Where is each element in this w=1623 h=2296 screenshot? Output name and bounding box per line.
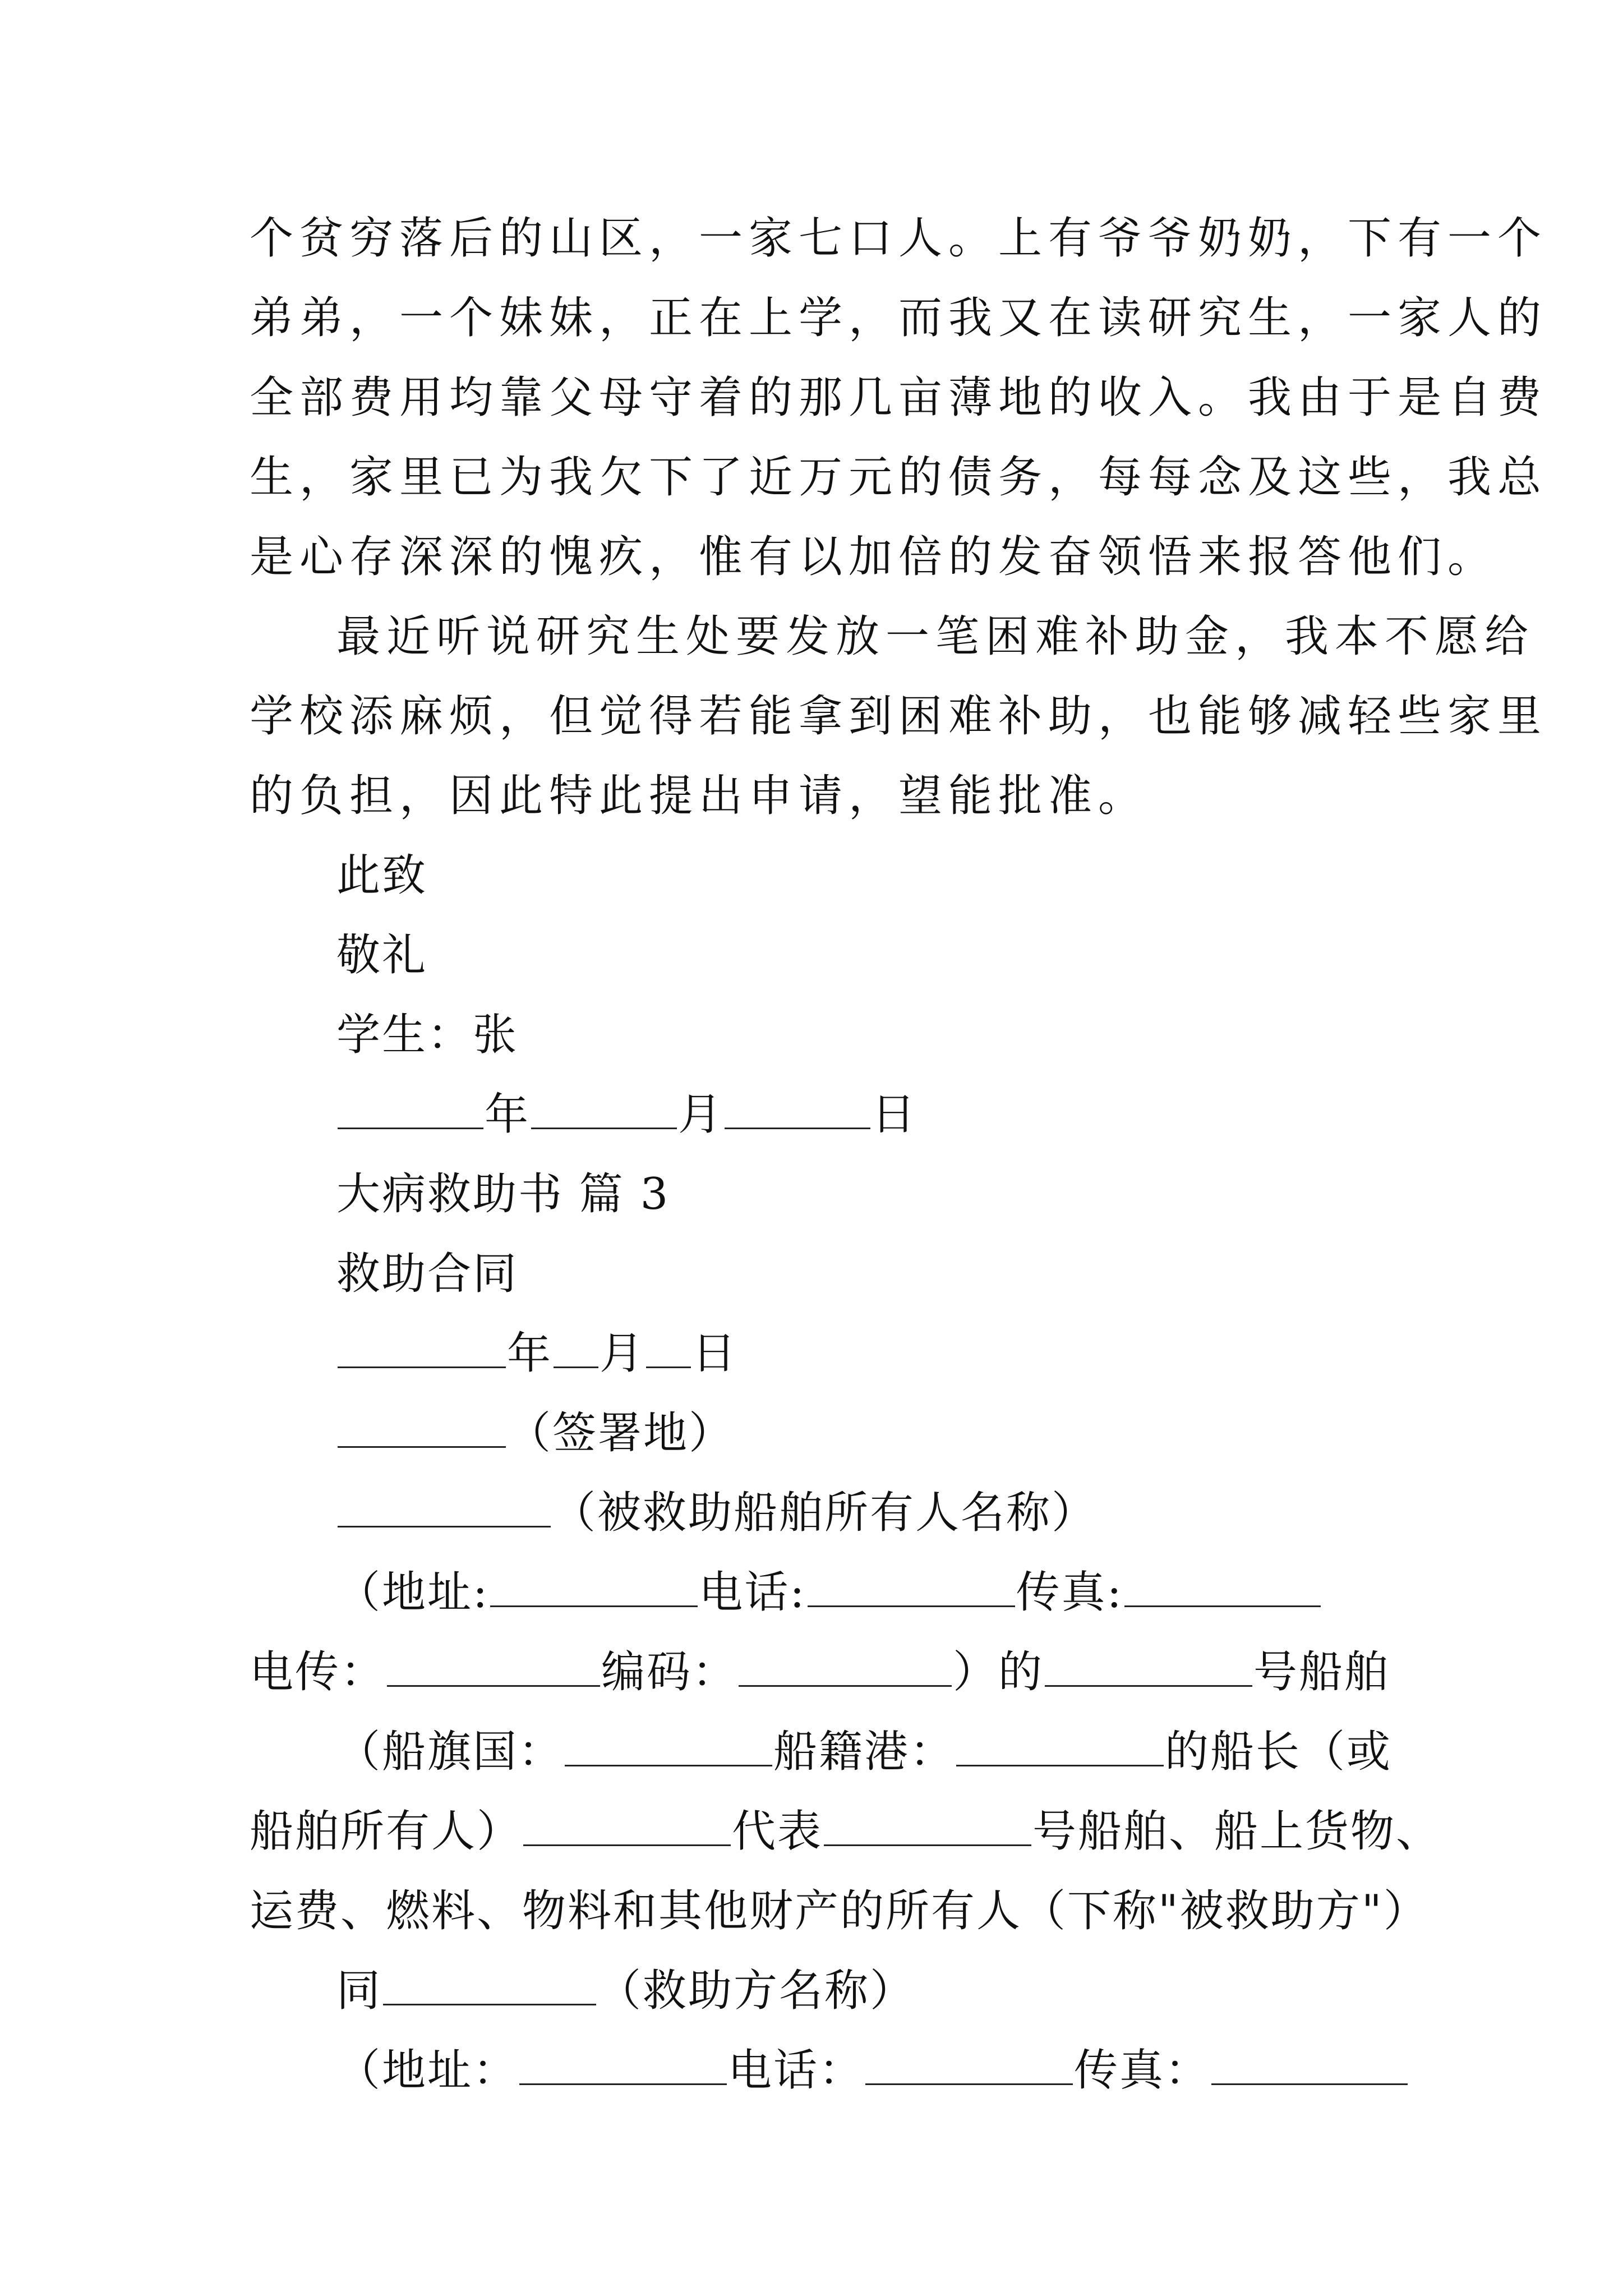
signature-date [336, 1075, 1475, 1154]
date-day-label: 日 [872, 1089, 917, 1140]
signature-student: 学生：张 [336, 1010, 519, 1060]
flag-line [336, 1713, 1475, 1791]
blank-field [523, 1809, 731, 1846]
paragraph-line: 全部费用均靠父母守着的那几亩薄地的收入。我由于是自费 [250, 372, 1548, 423]
rescued-owner-line [336, 1474, 1475, 1552]
paragraph-line: 弟弟，一个妹妹，正在上学，而我又在读研究生，一家人的 [250, 293, 1548, 343]
with-label: 同 [336, 1966, 382, 2016]
blank-field [956, 1729, 1164, 1766]
sign-place-line [336, 1394, 1475, 1473]
salutation: 此致 [336, 850, 428, 901]
blank-field [338, 1410, 506, 1448]
blank-field [338, 1490, 551, 1527]
rescued-owner-label: （被救助船舶所有人名称） [552, 1488, 1098, 1538]
ship-number-label: 号船舶 [1253, 1647, 1390, 1697]
rescuer-label: （救助方名称） [597, 1966, 916, 2016]
blank-field [387, 1649, 600, 1687]
blank-field [490, 1570, 698, 1607]
owner-label: 船舶所有人） [250, 1806, 523, 1857]
blank-field [338, 1092, 483, 1129]
paragraph-line: 个贫穷落后的山区，一家七口人。上有爷爷奶奶，下有一个 [250, 213, 1548, 264]
blank-field [739, 1649, 952, 1687]
date-year-label: 年 [507, 1328, 553, 1379]
phone-label: 电话: [699, 1567, 806, 1618]
section-heading: 大病救助书 篇 3 [336, 1169, 670, 1220]
blank-field [824, 1809, 1031, 1846]
owner-line [250, 1792, 1442, 1871]
blank-field [383, 1968, 596, 2005]
code-label: 编码： [601, 1647, 738, 1697]
blank-field [519, 2047, 727, 2085]
date-day-label: 日 [692, 1328, 738, 1379]
contract-date [336, 1314, 1475, 1393]
fax-label: 传真: [1016, 1567, 1123, 1618]
of-label: ）的 [953, 1647, 1044, 1697]
rescuer-line [336, 1952, 1475, 2030]
cargo-label: 号船舶、船上货物、 [1032, 1806, 1442, 1857]
address-line-2 [336, 2031, 1475, 2110]
blank-field [338, 1331, 506, 1368]
represent-label: 代表 [732, 1806, 823, 1857]
paragraph-line: 生，家里已为我欠下了近万元的债务，每每念及这些，我总 [250, 452, 1548, 503]
sign-place-label: （签署地） [507, 1408, 735, 1458]
blank-field [646, 1331, 691, 1368]
blank-field [554, 1331, 598, 1368]
paragraph-line: 最近听说研究生处要发放一笔困难补助金，我本不愿给 [336, 611, 1535, 662]
blank-field [808, 1570, 1015, 1607]
address-label: （地址: [336, 1567, 490, 1618]
fax-label: 传真： [1074, 2045, 1211, 2096]
contract-title: 救助合同 [336, 1249, 519, 1299]
blank-field [1045, 1649, 1252, 1687]
property-line: 运费、燃料、物料和其他财产的所有人（下称"被救助方"） [250, 1886, 1429, 1936]
paragraph-line: 的负担，因此特此提出申请，望能批准。 [250, 771, 1149, 821]
paragraph-line: 学校添麻烦，但觉得若能拿到困难补助，也能够减轻些家里 [250, 691, 1548, 742]
date-year-label: 年 [485, 1089, 531, 1140]
address-label: （地址： [336, 2045, 519, 2096]
telex-line [250, 1633, 1388, 1711]
flag-label: （船旗国： [336, 1727, 564, 1777]
blank-field [1211, 2047, 1408, 2085]
address-line [336, 1553, 1475, 1632]
date-month-label: 月 [678, 1089, 724, 1140]
blank-field [531, 1092, 677, 1129]
telex-label: 电传： [250, 1647, 386, 1697]
blank-field [865, 2047, 1073, 2085]
paragraph-line: 是心存深深的愧疚，惟有以加倍的发奋领悟来报答他们。 [250, 532, 1498, 582]
port-label: 船籍港： [773, 1727, 956, 1777]
salutation: 敬礼 [336, 930, 428, 981]
blank-field [565, 1729, 772, 1766]
captain-label: 的船长（或 [1165, 1727, 1393, 1777]
blank-field [1124, 1570, 1321, 1607]
date-month-label: 月 [600, 1328, 645, 1379]
blank-field [725, 1092, 870, 1129]
phone-label: 电话： [728, 2045, 865, 2096]
